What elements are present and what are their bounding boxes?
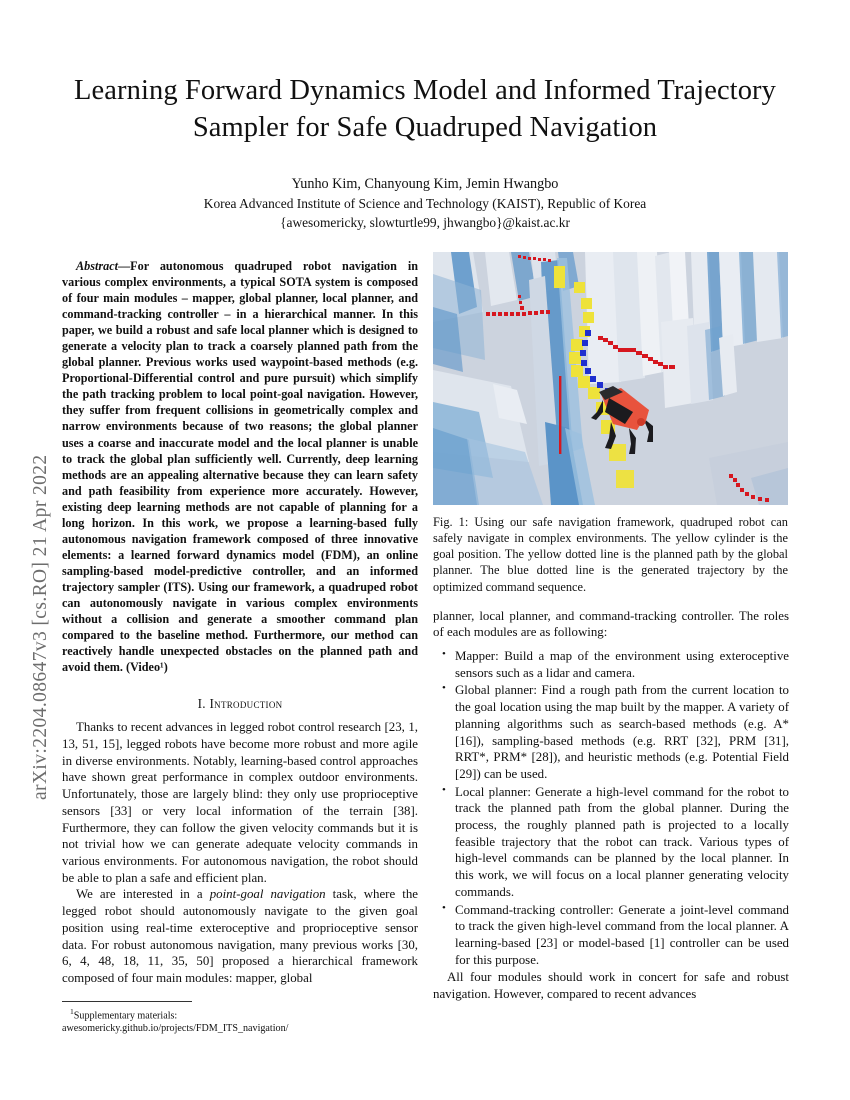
contact-email: {awesomericky, slowturtle99, jhwangbo}@kaist.ac.kr xyxy=(280,215,570,231)
intro-p2-pre: We are interested in a xyxy=(76,887,210,902)
module-mapper xyxy=(455,648,789,681)
footnote-marker: 1 xyxy=(70,1006,74,1016)
intro-paragraph-1: Thanks to recent advances in legged robot control research [23, 1, 13, 51, 15], legged robots have become more robust and more agile in diverse environments. Notably, learning-based control approaches have shown great performance in complex outdoor environments. Unfortunately, those are largely blind: they only use proprioceptive sensors [33] or very local information of the terrain [38]. Furthermore, they can follow the given velocity commands but it is not trivial how we can generate adequate velocity commands in various environments. For autonomous navigation, the robot should be able to plan a safe and efficient plan. xyxy=(62,720,418,885)
figure-caption-text: Using our safe navigation framework, quadruped robot can safely navigate in complex environments. The yellow cylinder is the goal position. The yellow dotted line is the planned path by the global planner. The blue dotted line is the generated trajectory by the optimized command sequence. xyxy=(433,515,788,594)
arxiv-stamp: arXiv:2204.08647v3 [cs.RO] 21 Apr 2022 xyxy=(30,454,51,800)
figure-caption xyxy=(433,514,788,595)
module-mapper-text: Mapper: Build a map of the environment using exteroceptive sensors such as a lidar and camera. xyxy=(455,649,789,680)
author-list: Yunho Kim, Chanyoung Kim, Jemin Hwangbo xyxy=(291,176,559,193)
figure-caption-label: Fig. 1: xyxy=(433,515,475,529)
module-local-planner xyxy=(455,784,789,901)
intro-p2-post: task, where the legged robot should autonomously navigate to the given goal position using real-time exteroceptive and proprioceptive sensor data. For robust autonomous navigation, many previous works [30, 6, 4, 48, 18, 11, 35, 50] proposed a hierarchical framework composed of four main modules: mapper, global xyxy=(62,887,418,985)
footnote-divider xyxy=(62,1001,192,1002)
module-roles-list xyxy=(433,648,789,968)
module-command-tracking-controller xyxy=(455,902,789,969)
module-global-planner-text: Global planner: Find a rough path from the current location to the goal location using the map built by the mapper. A variety of planning algorithms such as search-based methods (e.g. A* [16]), sampling-based methods (e.g. RRT [32], PRM [31], RRT*, PRM* [28]), and heuristic methods (e.g. Potential Field [29]) can be used. xyxy=(455,683,789,781)
section-heading-introduction: I. Introduction xyxy=(197,696,283,712)
abstract-text: —For autonomous quadruped robot navigation in various complex environments, a typical SOTA system is composed of four main modules – mapper, global planner, local planner, and command-tracking controller – in a hierarchical manner. In this paper, we build a robust and safe local planner which is designed to generate a velocity plan to track a coarsely planned path from the global planner. Previous works used waypoint-based methods (e.g. Proportional-Differential control and pure pursuit) which simplify the path tracking problem to local point-goal navigation. However, they suffer from frequent collisions in geometrically complex and narrow environments because of two reasons; the global planner uses a coarse and inaccurate model and the local planner is unable to track the global plan sufficiently well. Currently, deep learning methods are an appealing alternative because they can learn safety and path feasibility from experience more accurately. However, existing deep learning methods are not capable of planning for a long horizon. In this work, we propose a learning-based fully autonomous navigation framework composed of three innovative elements: a learned forward dynamics model (FDM), an online sampling-based model-predictive controller, and an informed trajectory sampler (ITS). Using our framework, a quadruped robot can autonomously navigate in various complex environments without a collision and generate a smoother command plan compared to the baseline method. Furthermore, our method can reactively handle unexpected obstacles on the planned path and avoid them. (Video¹) xyxy=(62,259,418,675)
quadruped-navigation-simulation-image xyxy=(433,252,788,505)
left-column xyxy=(62,258,418,1036)
abstract-label: Abstract xyxy=(76,259,118,273)
footnote xyxy=(62,1007,418,1036)
right-column xyxy=(433,252,789,1003)
right-col-paragraph-1: planner, local planner, and command-tracking controller. The roles of each modules are as following: xyxy=(433,608,789,640)
footnote-line-2[interactable]: awesomericky.github.io/projects/FDM_ITS_navigation/ xyxy=(62,1022,289,1034)
figure-1 xyxy=(433,252,788,595)
abstract-paragraph xyxy=(62,258,418,675)
module-global-planner xyxy=(455,682,789,782)
affiliation: Korea Advanced Institute of Science and Technology (KAIST), Republic of Korea xyxy=(203,196,647,212)
module-local-planner-text: Local planner: Generate a high-level command for the robot to track the planned path from the global planner. During the process, the roughly planned path is projected to a locally feasible trajectory that the robot can track. Various types of high-level commands can be planned by the local planner. In this work, we will focus on a local planner generating velocity commands. xyxy=(455,784,789,899)
module-command-tracking-controller-text: Command-tracking controller: Generate a joint-level command to track the given high-level command from the local planner. A learning-based [23] or model-based [1] controller can be used for this purpose. xyxy=(455,902,789,967)
intro-paragraph-2 xyxy=(62,886,418,986)
page-title: Learning Forward Dynamics Model and Informed Trajectory Sampler for Safe Quadruped Navigation xyxy=(74,75,776,144)
right-col-paragraph-2: All four modules should work in concert for safe and robust navigation. However, compared to recent advances xyxy=(433,970,789,1002)
intro-p2-emphasis: point-goal navigation xyxy=(209,887,326,902)
footnote-line-1: Supplementary materials: xyxy=(73,1009,178,1021)
title-block xyxy=(60,72,790,232)
